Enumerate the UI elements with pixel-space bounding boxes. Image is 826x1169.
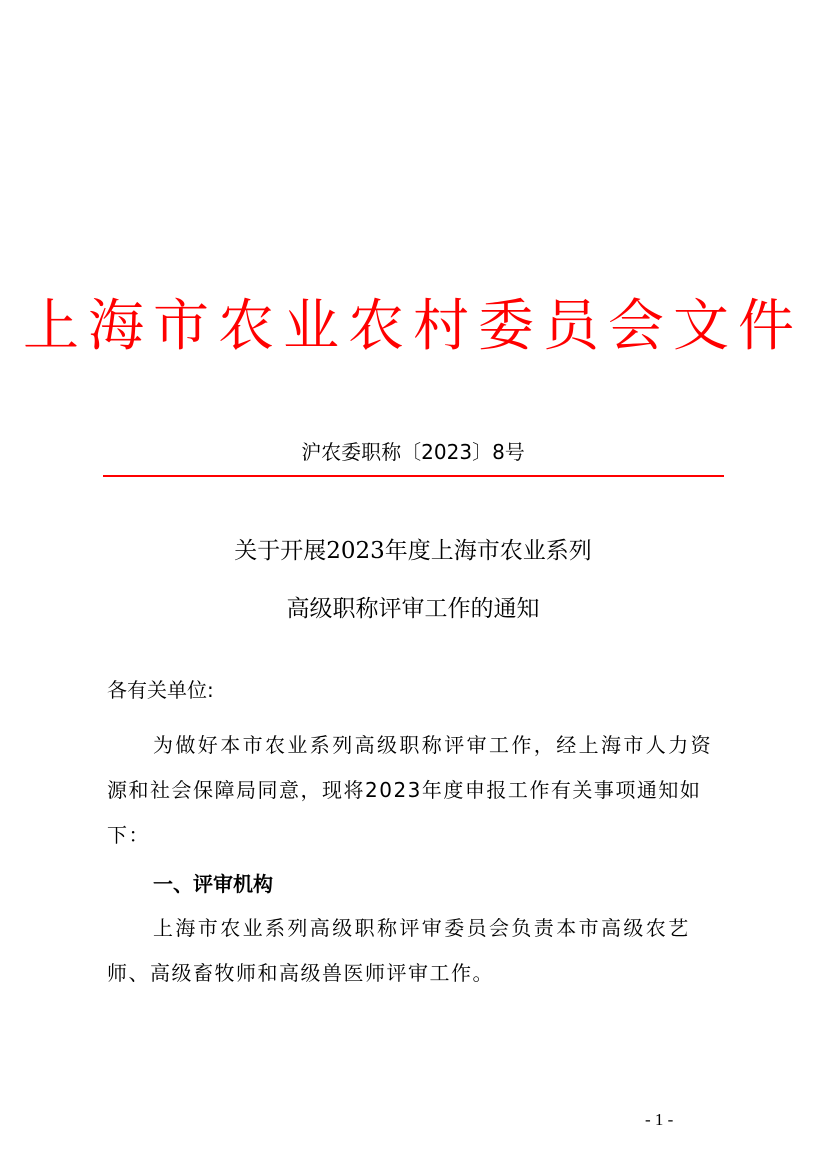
intro-line-3: 下： (107, 823, 150, 847)
issuer-header-title: 上海市农业农村委员会文件 (23, 294, 803, 359)
red-separator-line (103, 475, 724, 477)
section-1-line-1: 上海市农业系列高级职称评审委员会负责本市高级农艺 (153, 916, 691, 940)
document-title-line-2: 高级职称评审工作的通知 (286, 596, 540, 622)
intro-line-2: 源和社会保障局同意，现将2023年度申报工作有关事项通知如 (107, 778, 702, 802)
page-number: - 1 - (645, 1110, 674, 1129)
section-1-paragraph (107, 913, 719, 988)
section-1-heading: 一、评审机构 (153, 872, 273, 896)
intro-paragraph (107, 730, 719, 850)
salutation: 各有关单位: (107, 678, 214, 702)
document-title-line-1: 关于开展2023年度上海市农业系列 (234, 538, 592, 564)
document-number: 沪农委职称〔2023〕8号 (301, 440, 525, 464)
section-1-line-2: 师、高级畜牧师和高级兽医师评审工作。 (107, 961, 494, 985)
intro-line-1: 为做好本市农业系列高级职称评审工作，经上海市人力资 (153, 733, 713, 757)
